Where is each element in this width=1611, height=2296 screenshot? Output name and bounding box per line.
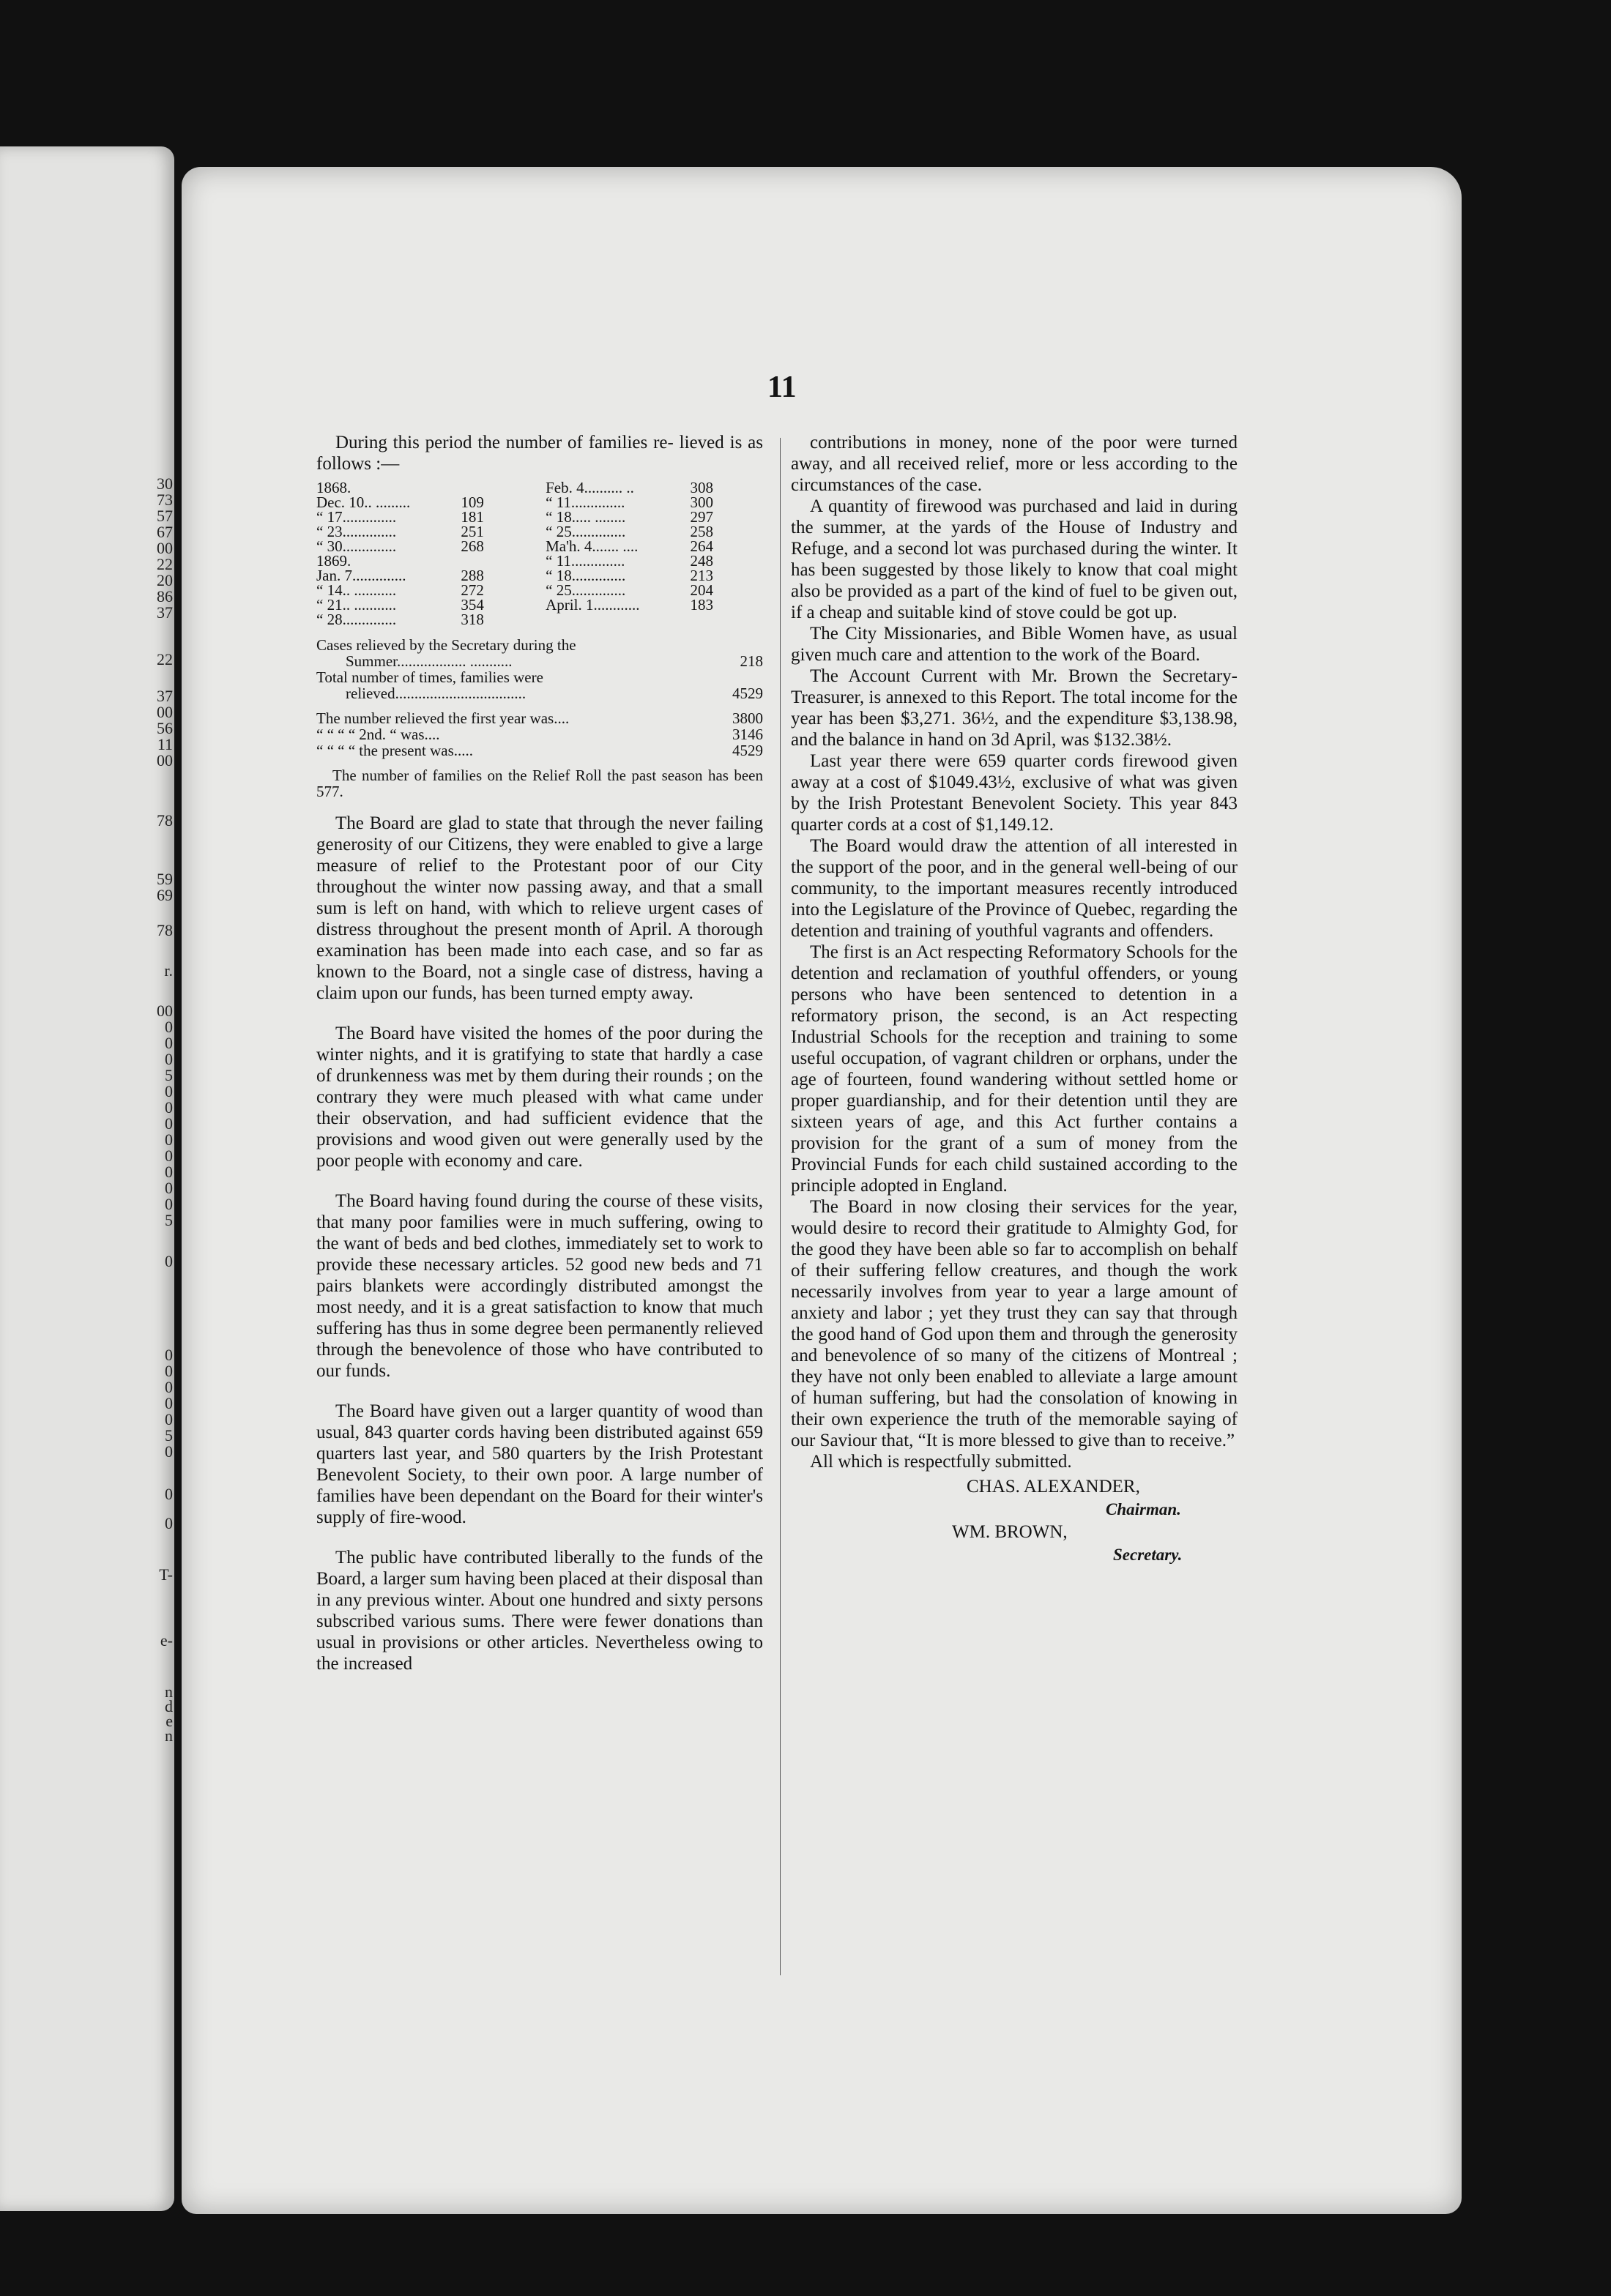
second-year-label: “ “ “ “ 2nd. “ was.... [316,726,440,743]
previous-page-fragment: 00 [157,751,173,769]
previous-page-fragment: 5 [165,1426,173,1445]
previous-page-fragment: e [165,1712,173,1730]
previous-page-fragment: 00 [157,539,173,557]
tally-count-left: 268 [461,537,484,555]
previous-page-fragment: 5 [165,1211,173,1229]
previous-page-fragment: 73 [157,491,173,509]
signature-block [791,1475,1238,1566]
present-year-value: 4529 [732,742,763,759]
right-paragraph: The Board in now closing their services for the year, would desire to record their gratitude to Almighty God, for the good they have been able so far to accomplish on behalf of their suffering fellow creatures, and though the work necessarily involves from year to year a large amount of anxiety and labor ; yet they trust they can say that through the good hand of God upon them and through the generosity and benevolence of so many of the citizens of Montreal ; they have not only been enabled to alleviate a large amount of human suffering, but had the consolation of knowing in their own experience the truth of the memorable saying of our Saviour that, “It is more blessed to give than to receive.” [791,1197,1238,1450]
tally-date-left: “ 23.............. [316,523,397,540]
second-year-value: 3146 [732,726,763,743]
previous-page-fragment: 0 [165,1252,173,1270]
previous-page-fragment: 00 [157,703,173,721]
previous-page-fragment: 59 [157,870,173,888]
previous-page-fragment: 0 [165,1130,173,1149]
previous-page-fragment: 0 [165,1098,173,1117]
tally-date-right: “ 25.............. [546,581,626,599]
previous-page-fragment: 0 [165,1410,173,1428]
previous-page-fragment: r. [164,961,173,980]
first-year-value: 3800 [732,709,763,727]
relief-tally-table [316,480,726,627]
left-paragraphs [316,813,763,1674]
chairman-name: CHAS. ALEXANDER, [967,1477,1140,1496]
chairman-title: Chairman. [1106,1500,1181,1518]
left-paragraph: The Board have visited the homes of the poor during the winter nights, and it is gratifying to state that hardly a case of drunkenness was met by them during their rounds ; on the contrary they were much pleased with what came under their observation, and had sufficient evidence that the provisions and wood given out were generally used by the poor people with economy and care. [316,1024,763,1171]
tally-row [316,539,726,554]
cases-label-1: Cases relieved by the Secretary during the [316,636,576,654]
previous-page-fragment: 0 [165,1114,173,1133]
tally-count-left: 181 [461,508,484,526]
column-divider [780,438,781,1975]
tally-count-right: 248 [690,552,713,570]
tally-count-right: 300 [690,493,713,511]
previous-page-fragment: 0 [165,1195,173,1213]
first-year-label: The number relieved the first year was.... [316,709,570,727]
tally-date-right: “ 18..... ........ [546,508,626,526]
previous-page-fragment: 0 [165,1362,173,1380]
previous-page-fragment: 30 [157,474,173,493]
secretary-name: WM. BROWN, [952,1522,1068,1542]
previous-page-fragment: 0 [165,1485,173,1503]
previous-page-fragment: 0 [165,1147,173,1165]
tally-count-left: 109 [461,493,484,511]
tally-date-right: “ 18.............. [546,567,626,584]
previous-page-fragment: 5 [165,1066,173,1084]
secretary-title: Secretary. [1113,1546,1183,1564]
tally-row [316,510,726,524]
total-label-1: Total number of times, families were [316,668,543,686]
tally-row [316,583,726,597]
right-paragraph: All which is respectfully submitted. [810,1452,1072,1472]
present-year-row [316,742,763,758]
previous-page-fragment: 0 [165,1514,173,1532]
tally-row [316,480,726,495]
previous-page-fragment: n [165,1682,173,1701]
previous-page-fragment: 78 [157,811,173,830]
previous-page-fragment: 0 [165,1179,173,1197]
tally-count-right: 204 [690,581,713,599]
previous-page-fragment: 0 [165,1378,173,1396]
previous-page-fragment: 0 [165,1163,173,1181]
tally-date-right: Feb. 4.......... .. [546,479,634,496]
right-paragraph: A quantity of firewood was purchased and laid in during the summer, at the yards of the House of Industry and Refuge, and a second lot was purchased during the winter. It has been suggested by those likely to know that coal might also be provided as a part of the kind of fuel to be given out, if a cheap and suitable kind of stove could be got up. [791,496,1238,622]
tally-count-left: 251 [461,523,484,540]
tally-count-right: 308 [690,479,713,496]
previous-page-fragment: 0 [165,1034,173,1052]
tally-count-left: 288 [461,567,484,584]
tally-count-left [458,480,546,495]
right-paragraph: The Board would draw the attention of all interested in the support of the poor, and in the general well-being of our community, to the important measures recently introduced into the Legislature of the Province of Quebec, regarding the detention and training of youthful vagrants and offenders. [791,836,1238,941]
left-column [316,432,763,1674]
previous-page-fragment: 37 [157,687,173,705]
previous-page-fragment: 0 [165,1346,173,1364]
tally-row [316,495,726,510]
second-year-row [316,726,763,742]
tally-row [316,612,726,627]
tally-count-right: 183 [690,596,713,614]
previous-page-fragment: 11 [157,735,173,753]
previous-page-fragment: 78 [157,921,173,939]
tally-count-right: 258 [690,523,713,540]
left-paragraph: The Board have given out a larger quantity of wood than usual, 843 quarter cords having been distributed against 659 quarters last year, and 580 quarters by the Irish Protestant Benevolent Society, to their own poor. A large number of families have been dependant on the Board for their winter's supply of fire-wood. [316,1401,763,1527]
summary-stats [316,637,763,800]
previous-page-fragment: 00 [157,1002,173,1020]
tally-intro: During this period the number of families re- lieved is as follows :— [316,433,763,474]
tally-count-right: 297 [690,508,713,526]
tally-date-right [546,612,687,627]
previous-page-fragment: T- [159,1565,173,1584]
tally-count-right [687,612,726,627]
previous-page-fragment: 67 [157,523,173,541]
right-paragraph: The City Missionaries, and Bible Women have, as usual given much care and attention to the work of the Board. [791,624,1238,665]
first-year-row [316,710,763,726]
tally-date-left: 1868. [316,479,351,496]
tally-date-right: “ 11.............. [546,552,625,570]
tally-row [316,568,726,583]
tally-count-left: 272 [461,581,484,599]
tally-date-left: “ 28.............. [316,611,397,628]
previous-page-fragment: 0 [165,1018,173,1036]
total-value: 4529 [732,685,763,702]
previous-page-fragment: 20 [157,571,173,589]
tally-count-left: 318 [461,611,484,628]
tally-date-left: “ 30.............. [316,537,397,555]
previous-page-fragment: 0 [165,1442,173,1461]
page-number: 11 [767,370,797,404]
tally-date-right: April. 1............ [546,596,640,614]
tally-row [316,597,726,612]
tally-count-left [458,554,546,568]
right-paragraph: The first is an Act respecting Reformatory Schools for the detention and reclamation of youthful offenders, or young persons who have been sentenced to detention in a reformatory prison, the second, is an Act respecting Industrial Schools for the reception and training to some useful occupation, of vagrant children or orphans, under the age of fourteen, found wandering without settled home or proper guardianship, and for their detention until they are sixteen years of age, and this Act further contains a provision for the grant of a sum of money from the Provincial Funds for each child sustained according to the principle adopted in England. [791,942,1238,1196]
previous-page-fragment: 86 [157,587,173,605]
previous-page-fragment: n [165,1726,173,1745]
right-paragraph: The Account Current with Mr. Brown the Secretary-Treasurer, is annexed to this Report. The total income for the year has been $3,271. 36½, and the expenditure $3,138.98, and the balance in hand on 3d April, was $132.38½. [791,666,1238,750]
total-row [316,685,763,701]
tally-date-left: “ 14.. ........... [316,581,397,599]
left-paragraph: The Board having found during the course of these visits, that many poor families were in much suffering, owing to the want of beds and bed clothes, immediately set to work to provide these necessary articles. 52 good new beds and 71 pairs blankets were accordingly distributed amongst the most needy, and it is a great satisfaction to know that much suffering has thus in some degree been permanently relieved through the benevolence of those who have contributed to our funds. [316,1191,763,1381]
left-paragraph: The Board are glad to state that through the never failing generosity of our Citizens, they were enabled to give a large measure of relief to the Protestant poor of our City throughout the winter now passing away, and that a small sum is left on hand, with which to relieve urgent cases of distress throughout the present month of April. A thorough examination has been made into each case, and so far as known to the Board, not a single case of distress, having a claim upon our funds, has been turned empty away. [316,813,763,1003]
tally-date-left: Dec. 10.. ......... [316,493,411,511]
previous-page-fragment: 57 [157,507,173,525]
total-label-2: relieved.................................. [346,685,527,702]
previous-page-fragment: 0 [165,1394,173,1412]
previous-page-fragment: 22 [157,555,173,573]
tally-date-left: “ 17.............. [316,508,397,526]
previous-page-fragment: 22 [157,650,173,668]
tally-count-right: 213 [690,567,713,584]
previous-page-fragment: 56 [157,719,173,737]
right-column [791,432,1238,1566]
previous-page-fragment: 37 [157,603,173,622]
tally-count-right: 264 [690,537,713,555]
tally-row [316,554,726,568]
tally-date-left: Jan. 7.............. [316,567,406,584]
tally-date-right: “ 11.............. [546,493,625,511]
tally-date-right: Ma'h. 4....... .... [546,537,639,555]
right-paragraph: Last year there were 659 quarter cords firewood given away at a cost of $1049.43½, exclusive of what was given by the Irish Protestant Benevolent Society. This year 843 quarter cords at a cost of $1,149.12. [791,751,1238,835]
left-paragraph: The public have contributed liberally to the funds of the Board, a larger sum having been placed at their disposal than in any previous winter. About one hundred and sixty persons subscribed various sums. There were fewer donations than usual in provisions or other articles. Nevertheless owing to the increased [316,1548,763,1674]
cases-value: 218 [740,652,763,670]
tally-date-left: 1869. [316,552,351,570]
present-year-label: “ “ “ “ the present was..... [316,742,473,759]
previous-page-fragment: 69 [157,886,173,904]
tally-count-left: 354 [461,596,484,614]
tally-row [316,524,726,539]
previous-page-fragment: 0 [165,1082,173,1100]
tally-date-left: “ 21.. ........... [316,596,397,614]
cases-label-2: Summer.................. ........... [346,652,513,670]
right-paragraphs [791,432,1238,1472]
right-paragraph: contributions in money, none of the poor were turned away, and all received relief, more or less according to the circumstances of the case. [791,433,1238,495]
previous-page-fragment: d [165,1697,173,1715]
previous-page-fragment: e- [160,1631,173,1650]
previous-page-fragment: 0 [165,1050,173,1068]
cases-row [316,653,763,669]
tally-date-right: “ 25.............. [546,523,626,540]
relief-roll-note: The number of families on the Relief Roll the past season has been 577. [316,767,763,800]
